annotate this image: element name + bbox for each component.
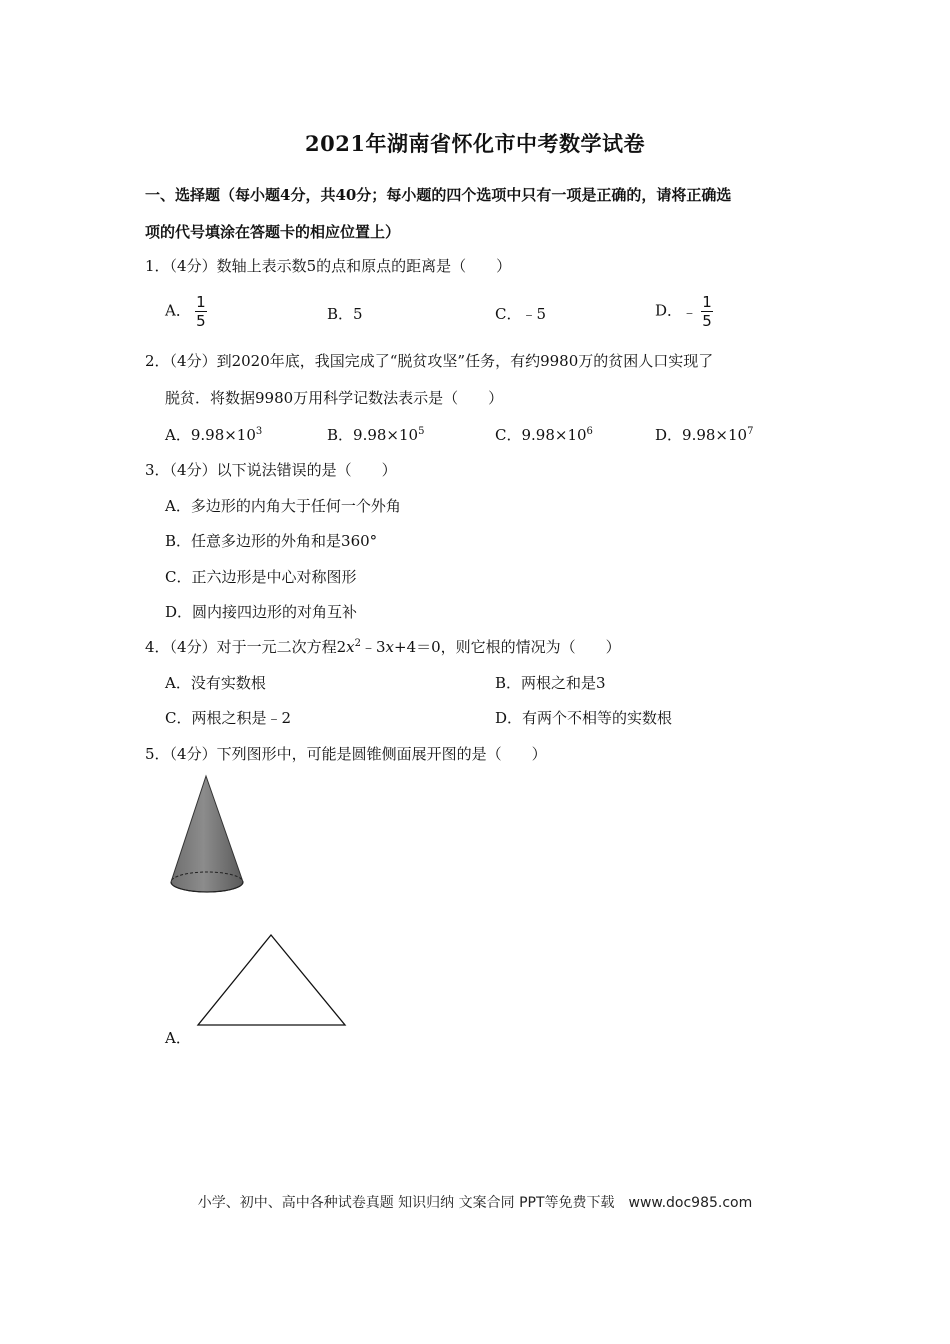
question-3-option-a: A．多边形的内角大于任何一个外角 xyxy=(165,497,401,515)
cone-figure xyxy=(160,770,260,900)
question-1-stem: 1．（4分）数轴上表示数5的点和原点的距离是（ ） xyxy=(145,257,512,275)
question-1-option-a xyxy=(165,294,207,329)
section-heading-line-1: 一、选择题（每小题4分，共40分；每小题的四个选项中只有一项是正确的，请将正确选 xyxy=(145,186,732,204)
question-1-option-b: B．5 xyxy=(327,305,363,323)
question-5-option-a-label: A． xyxy=(165,1029,191,1047)
question-4-option-d: D．有两个不相等的实数根 xyxy=(495,709,673,727)
question-3-stem: 3．（4分）以下说法错误的是（ ） xyxy=(145,461,397,479)
question-4-stem: 4．（4分）对于一元二次方程$2x^2﹣3x+4=0$，则它根的情况为（ ） xyxy=(145,638,621,656)
page-title: 2021年湖南省怀化市中考数学试卷 xyxy=(305,131,645,156)
question-2-option-c: C．$9.98\times 10^6$ xyxy=(495,426,593,444)
question-2-option-b: B．$9.98\times 10^5$ xyxy=(327,426,425,444)
section-heading-line-2: 项的代号填涂在答题卡的相应位置上） xyxy=(145,223,401,241)
question-1-option-d xyxy=(655,294,713,329)
question-4-option-b: B．两根之和是3 xyxy=(495,674,606,692)
option-a-label: A． xyxy=(165,301,191,320)
question-4-option-a: A．没有实数根 xyxy=(165,674,266,692)
question-3-option-b: B．任意多边形的外角和是360° xyxy=(165,532,378,550)
denominator: 5 xyxy=(702,312,712,330)
fraction-one-fifth xyxy=(195,294,207,329)
question-4-option-c: C．两根之积是﹣2 xyxy=(165,709,292,727)
numerator: 1 xyxy=(702,293,712,311)
question-1-option-c: C．﹣5 xyxy=(495,305,547,323)
question-2-option-a: A．$9.98\times 10^3$ xyxy=(165,426,263,444)
question-2-stem-line-1: 2．（4分）到2020年底，我国完成了“脱贫攻坚”任务，有约9980万的贫困人口实现了 xyxy=(145,352,714,370)
question-2-option-d: D．$9.98\times 10^7$ xyxy=(655,426,754,444)
question-3-option-d: D．圆内接四边形的对角互补 xyxy=(165,603,358,621)
question-2-stem-line-2: 脱贫．将数据9980万用科学记数法表示是（ ） xyxy=(165,389,504,407)
question-5-stem: 5．（4分）下列图形中，可能是圆锥侧面展开图的是（ ） xyxy=(145,745,547,763)
denominator: 5 xyxy=(196,312,206,330)
option-d-label: D． xyxy=(655,301,683,320)
question-3-option-c: C．正六边形是中心对称图形 xyxy=(165,568,357,586)
fraction-neg-one-fifth xyxy=(701,294,713,329)
footer-text: 小学、初中、高中各种试卷真题 知识归纳 文案合同 PPT等免费下载 www.doc985.com xyxy=(197,1195,753,1211)
numerator: 1 xyxy=(196,293,206,311)
option-a-triangle-figure xyxy=(190,928,355,1030)
minus-sign: ﹣ xyxy=(682,303,698,321)
